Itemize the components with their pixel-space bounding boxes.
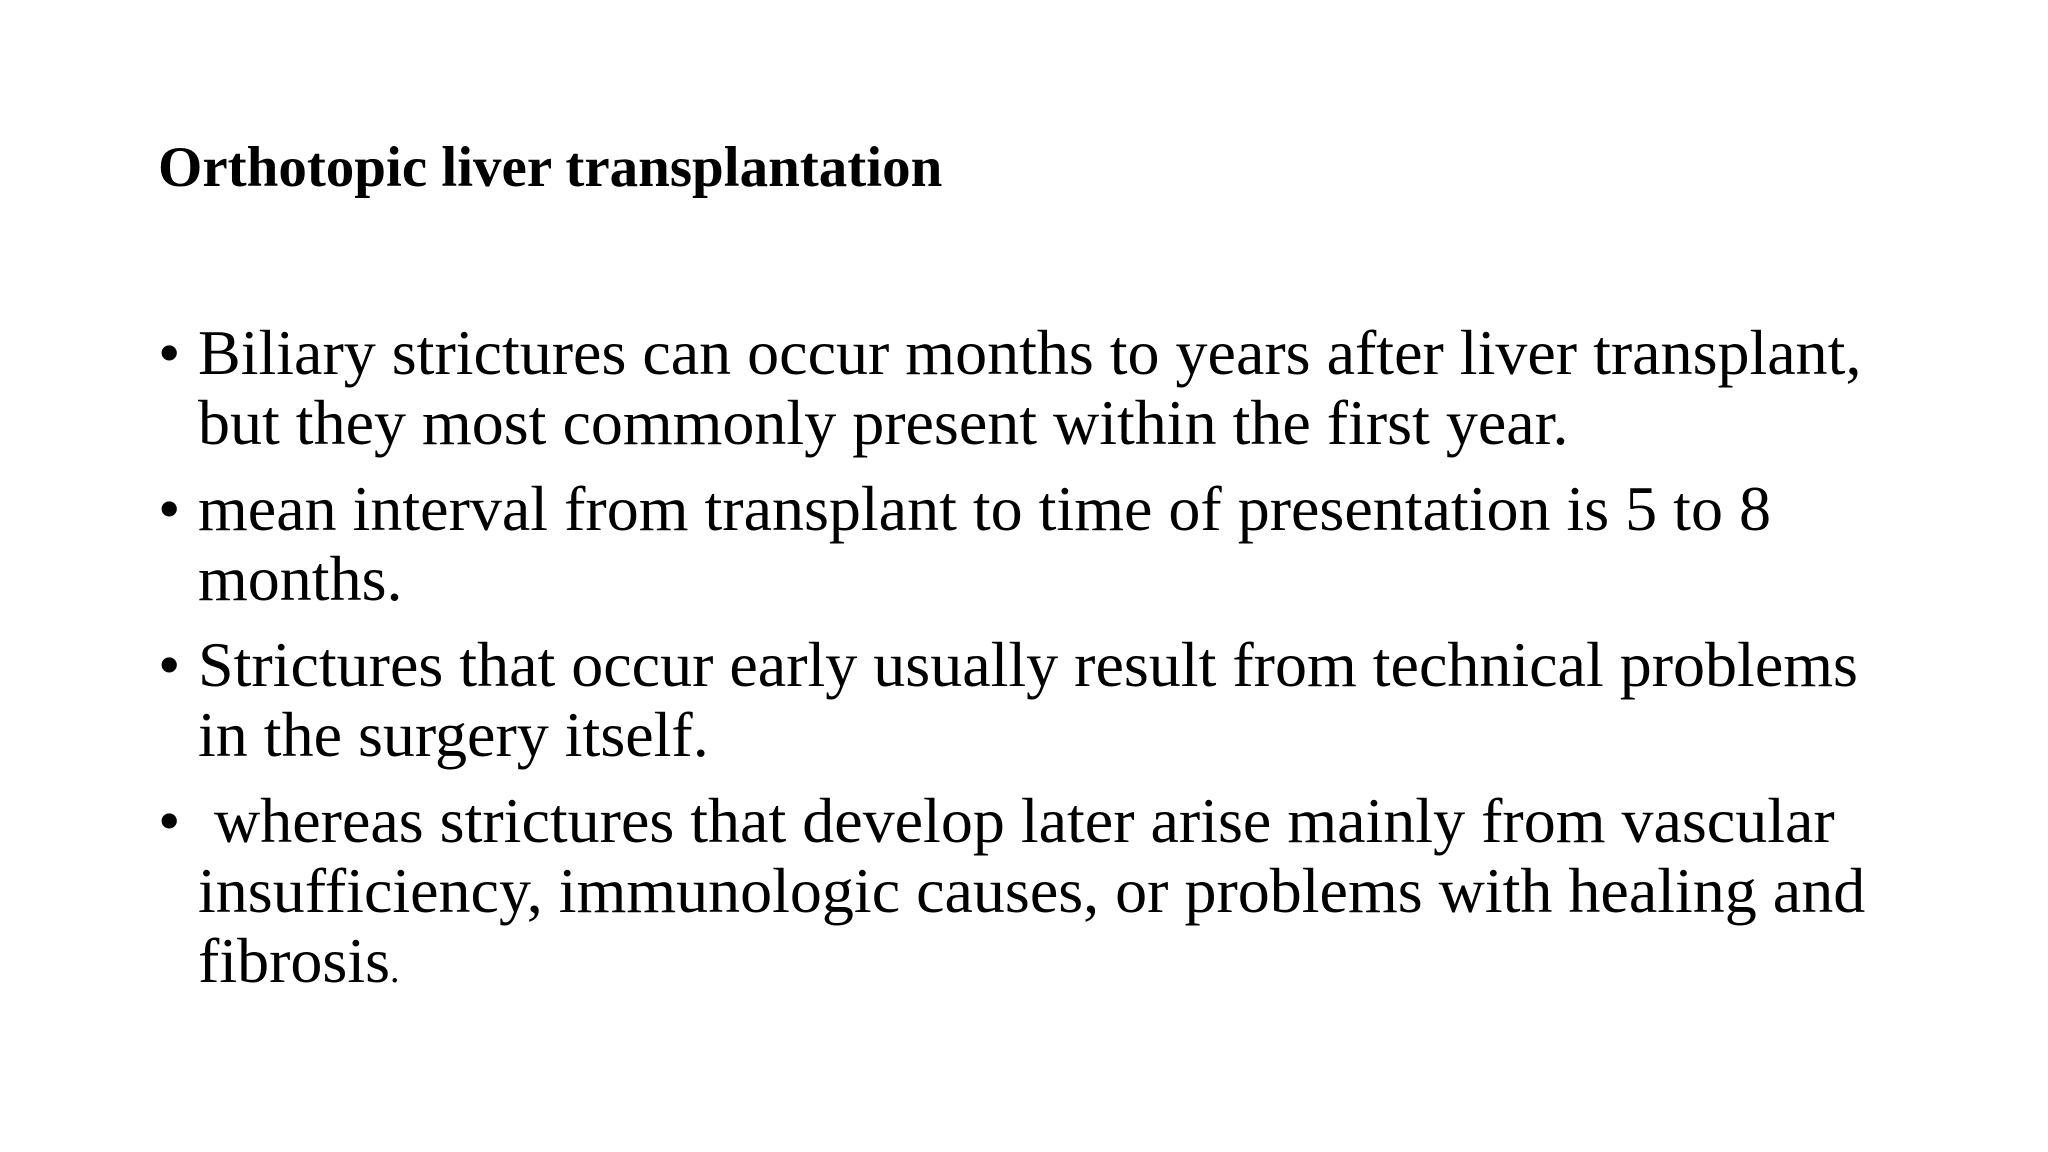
trailing-period: . — [390, 949, 400, 991]
bullet-item-1 — [158, 318, 1898, 458]
bullet-item-3 — [158, 630, 1898, 770]
bullet-list — [158, 318, 1898, 1021]
bullet-text: Strictures that occur early usually result from technical problems in the surgery itself. — [198, 629, 1858, 770]
bullet-icon: • — [158, 629, 181, 700]
slide-title: Orthotopic liver transplantation — [158, 136, 943, 199]
bullet-text: Biliary strictures can occur months to years after liver transplant, but they most commonly present within the first year. — [198, 317, 1862, 458]
bullet-item-2 — [158, 474, 1898, 614]
bullet-item-4 — [158, 786, 1898, 1005]
bullet-text: mean interval from transplant to time of presentation is 5 to 8 months. — [198, 473, 1771, 614]
bullet-icon: • — [158, 317, 181, 388]
bullet-icon: • — [158, 785, 181, 856]
bullet-icon: • — [158, 473, 181, 544]
bullet-text: whereas strictures that develop later arise mainly from vascular insufficiency, immunologic causes, or problems with healing and fibrosis — [198, 785, 1882, 996]
